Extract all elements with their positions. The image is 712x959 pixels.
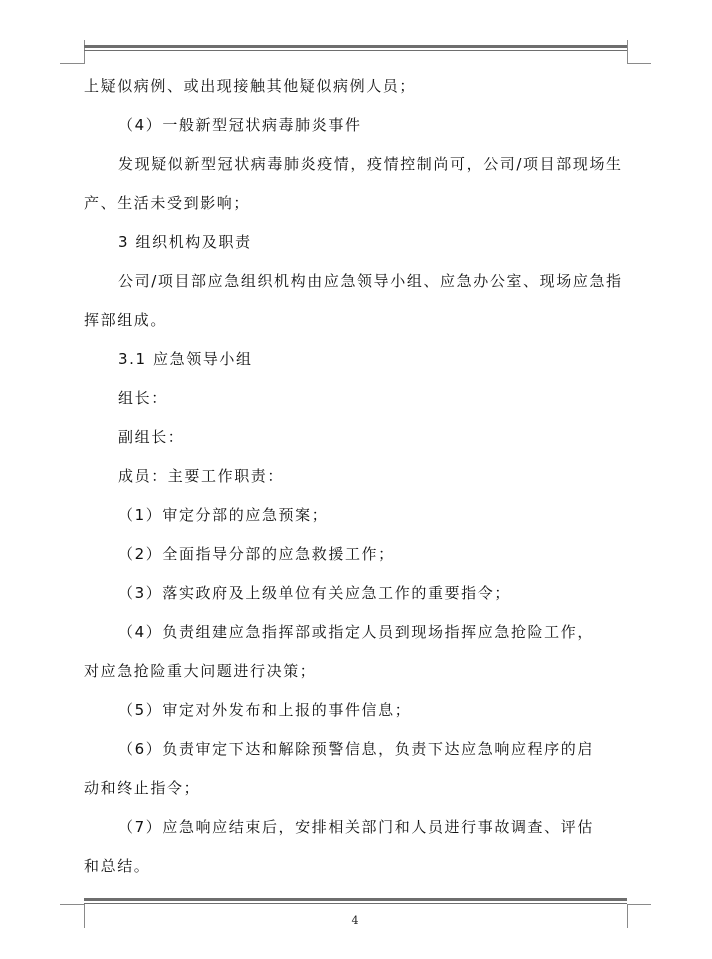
text-line: 和总结。 xyxy=(84,857,151,875)
crop-mark xyxy=(627,904,651,905)
text-line: 组长： xyxy=(118,389,168,407)
crop-mark xyxy=(627,40,628,64)
crop-mark xyxy=(627,904,628,928)
text-line: 动和终止指令； xyxy=(84,779,201,797)
list-item: （5）审定对外发布和上报的事件信息； xyxy=(118,701,412,719)
list-item: （3）落实政府及上级单位有关应急工作的重要指令； xyxy=(118,584,511,602)
text-line: 挥部组成。 xyxy=(84,311,168,329)
text-line: 成员：主要工作职责： xyxy=(118,467,285,485)
list-item: （7）应急响应结束后，安排相关部门和人员进行事故调查、评估 xyxy=(118,818,594,836)
crop-mark xyxy=(84,40,85,64)
subsection-heading: 3.1 应急领导小组 xyxy=(118,350,253,368)
section-heading: 3 组织机构及职责 xyxy=(118,233,252,251)
list-item: （2）全面指导分部的应急救援工作； xyxy=(118,545,395,563)
header-rule-thin xyxy=(84,50,627,51)
list-item: （1）审定分部的应急预案； xyxy=(118,506,329,524)
text-line: 发现疑似新型冠状病毒肺炎疫情，疫情控制尚可，公司/项目部现场生 xyxy=(118,155,623,173)
text-line: 副组长： xyxy=(118,428,185,446)
text-line: 对应急抢险重大问题进行决策； xyxy=(84,662,317,680)
header-rule xyxy=(84,45,627,48)
page-number: 4 xyxy=(351,914,359,927)
crop-mark xyxy=(60,904,84,905)
crop-mark xyxy=(60,63,84,64)
text-line: 产、生活未受到影响； xyxy=(84,194,251,212)
footer-rule xyxy=(84,898,627,901)
text-line: （4）一般新型冠状病毒肺炎事件 xyxy=(118,116,362,134)
list-item: （6）负责审定下达和解除预警信息，负责下达应急响应程序的启 xyxy=(118,740,594,758)
footer-rule-thin xyxy=(84,903,627,904)
crop-mark xyxy=(84,904,85,928)
list-item: （4）负责组建应急指挥部或指定人员到现场指挥应急抢险工作， xyxy=(118,623,594,641)
text-line: 上疑似病例、或出现接触其他疑似病例人员； xyxy=(84,77,417,95)
crop-mark xyxy=(627,63,651,64)
text-line: 公司/项目部应急组织机构由应急领导小组、应急办公室、现场应急指 xyxy=(118,272,623,290)
